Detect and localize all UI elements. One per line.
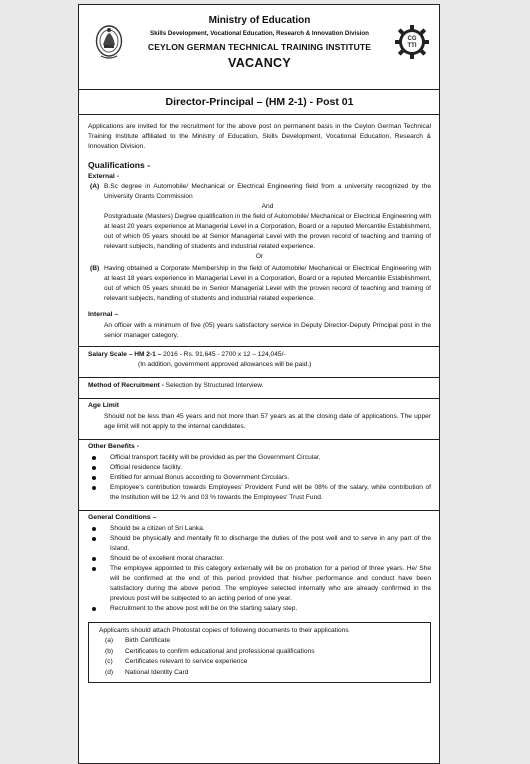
vacancy-heading: VACANCY <box>228 56 291 70</box>
age-section <box>79 398 439 434</box>
conditions-section <box>79 510 439 616</box>
conditions-heading: General Conditions – <box>88 514 157 521</box>
ministry-title: Ministry of Education <box>208 15 311 26</box>
institute-title: CEYLON GERMAN TECHNICAL TRAINING INSTITUTE <box>147 42 372 52</box>
cgtti-gear-logo-icon <box>395 25 429 59</box>
qualification-b-text: Having obtained a Corporate Membership in the field of Automobile/ Mechanical or Electrical Engineering with at least 18 years experience in Managerial Level in a Corporation, Board or a reputed Mercantile Establishment, out of which 05 years should be in Senior Managerial Level with the proven record of teaching and training of relevant subjects, handling of students and industrial related experience. <box>104 265 431 302</box>
document-label: National Identity Card <box>125 668 189 676</box>
list-item: Should be a citizen of Sri Lanka. <box>88 524 431 534</box>
age-heading: Age Limit <box>88 402 119 409</box>
list-item: Official residence facility. <box>88 463 431 473</box>
and-separator: And <box>261 203 274 210</box>
qualification-b-marker: (B) <box>90 265 100 272</box>
qualification-a-body <box>104 182 431 252</box>
svg-text:TTI: TTI <box>407 43 417 49</box>
list-item: Entitled for annual Bonus according to Government Circulars. <box>88 473 431 483</box>
internal-label: Internal – <box>88 311 119 318</box>
internal-text: An officer with a minimum of five (05) years satisfactory service in Deputy Director-Deputy Principal post in the senior manager category. <box>104 322 431 339</box>
list-item: Official transport facility will be provided as per the Government Circular. <box>88 453 431 463</box>
qualification-a-text1: B.Sc degree in Automobile/ Mechanical or Electrical Engineering field from a university recognized by the University Grants Commission <box>104 183 431 200</box>
document-marker: (d) <box>105 668 114 676</box>
list-item: Employee's contribution towards Employees' Provident Fund will be 08% of the salary, while contribution of the Institution will be 12 % and 03 % towards the Employees' Trust Fund. <box>88 483 431 503</box>
qualification-b <box>88 264 431 304</box>
intro-paragraph: Applications are invited for the recruitment for the above post on permanent basis in the Ceylon German Technical Training Institute affiliated to the Ministry of Education, Skills Development, Vocational Education, Research & Innovation Division. <box>88 123 431 150</box>
documents-box <box>88 622 431 683</box>
list-item: Should be physically and mentally fit to discharge the duties of the post well and to serve in any part of the Island. <box>88 534 431 554</box>
qualification-a-text2: Postgraduate (Masters) Degree qualification in the field of Automobile/ Mechanical or Electrical Engineering with at least 20 years experience at Managerial Level in a Corporation, Board or a reputed Mercantile Establishment, out of which 05 years should be at Senior Managerial Level with the proven record of teaching and training of relevant subjects, handling of students and industrial related experience. <box>104 213 431 250</box>
salary-value: 2016 - Rs. 91,645 - 2700 x 12 – 124,045/- <box>163 351 286 358</box>
list-item: Recruitment to the above post will be on the starting salary step. <box>88 604 431 614</box>
qualification-a <box>88 182 431 252</box>
recruitment-value: Selection by Structured Interview. <box>165 382 264 389</box>
benefits-heading: Other Benefits - <box>88 443 139 450</box>
svg-text:CG: CG <box>407 36 417 42</box>
division-title: Skills Development, Vocational Education, Research & Innovation Division <box>150 30 369 37</box>
benefits-list <box>88 453 431 503</box>
vacancy-notice-page <box>78 4 440 764</box>
qualifications-heading: Qualifications - <box>88 160 151 170</box>
document-marker: (b) <box>105 647 114 655</box>
document-label: Birth Certificate <box>125 637 171 644</box>
or-separator: Or <box>255 253 264 260</box>
sri-lanka-emblem-icon <box>94 23 124 61</box>
document-marker: (c) <box>105 658 113 665</box>
qualification-a-marker: (A) <box>90 183 100 190</box>
salary-label: Salary Scale – HM 2-1 – <box>88 351 162 358</box>
recruitment-section <box>79 377 439 393</box>
post-title: Director-Principal – (HM 2-1) - Post 01 <box>165 96 354 108</box>
benefits-section <box>79 439 439 505</box>
salary-section <box>79 346 439 372</box>
conditions-list <box>88 524 431 614</box>
document-item <box>99 647 420 658</box>
salary-note: (In addition, government approved allowances will be paid.) <box>138 361 312 368</box>
list-item: The employee appointed to this category externally will be on probation for a period of three years. He/ She will be confirmed at the end of this period provided that his/her performance and conduct have been satisfactory during the above period. The employee selected internally who are already confirmed in the previous post will be subjected to an acting period of one year. <box>88 564 431 604</box>
list-item: Should be of excellent moral character. <box>88 554 431 564</box>
notice-header <box>88 15 431 89</box>
document-marker: (a) <box>105 637 114 644</box>
document-item <box>99 668 420 679</box>
age-text: Should not be less than 45 years and not more than 57 years as at the closing date of applications. The upper age limit will not apply to the internal candidates. <box>104 413 431 430</box>
document-label: Certificates to confirm educational and professional qualifications <box>125 647 315 655</box>
documents-heading: Applicants should attach Photostat copies of following documents to their applications <box>99 627 349 634</box>
recruitment-label: Method of Recruitment - <box>88 382 164 389</box>
document-label: Certificates relevant to service experience <box>125 658 248 665</box>
external-label: External - <box>88 173 119 180</box>
document-item <box>99 657 420 668</box>
document-item <box>99 636 420 647</box>
